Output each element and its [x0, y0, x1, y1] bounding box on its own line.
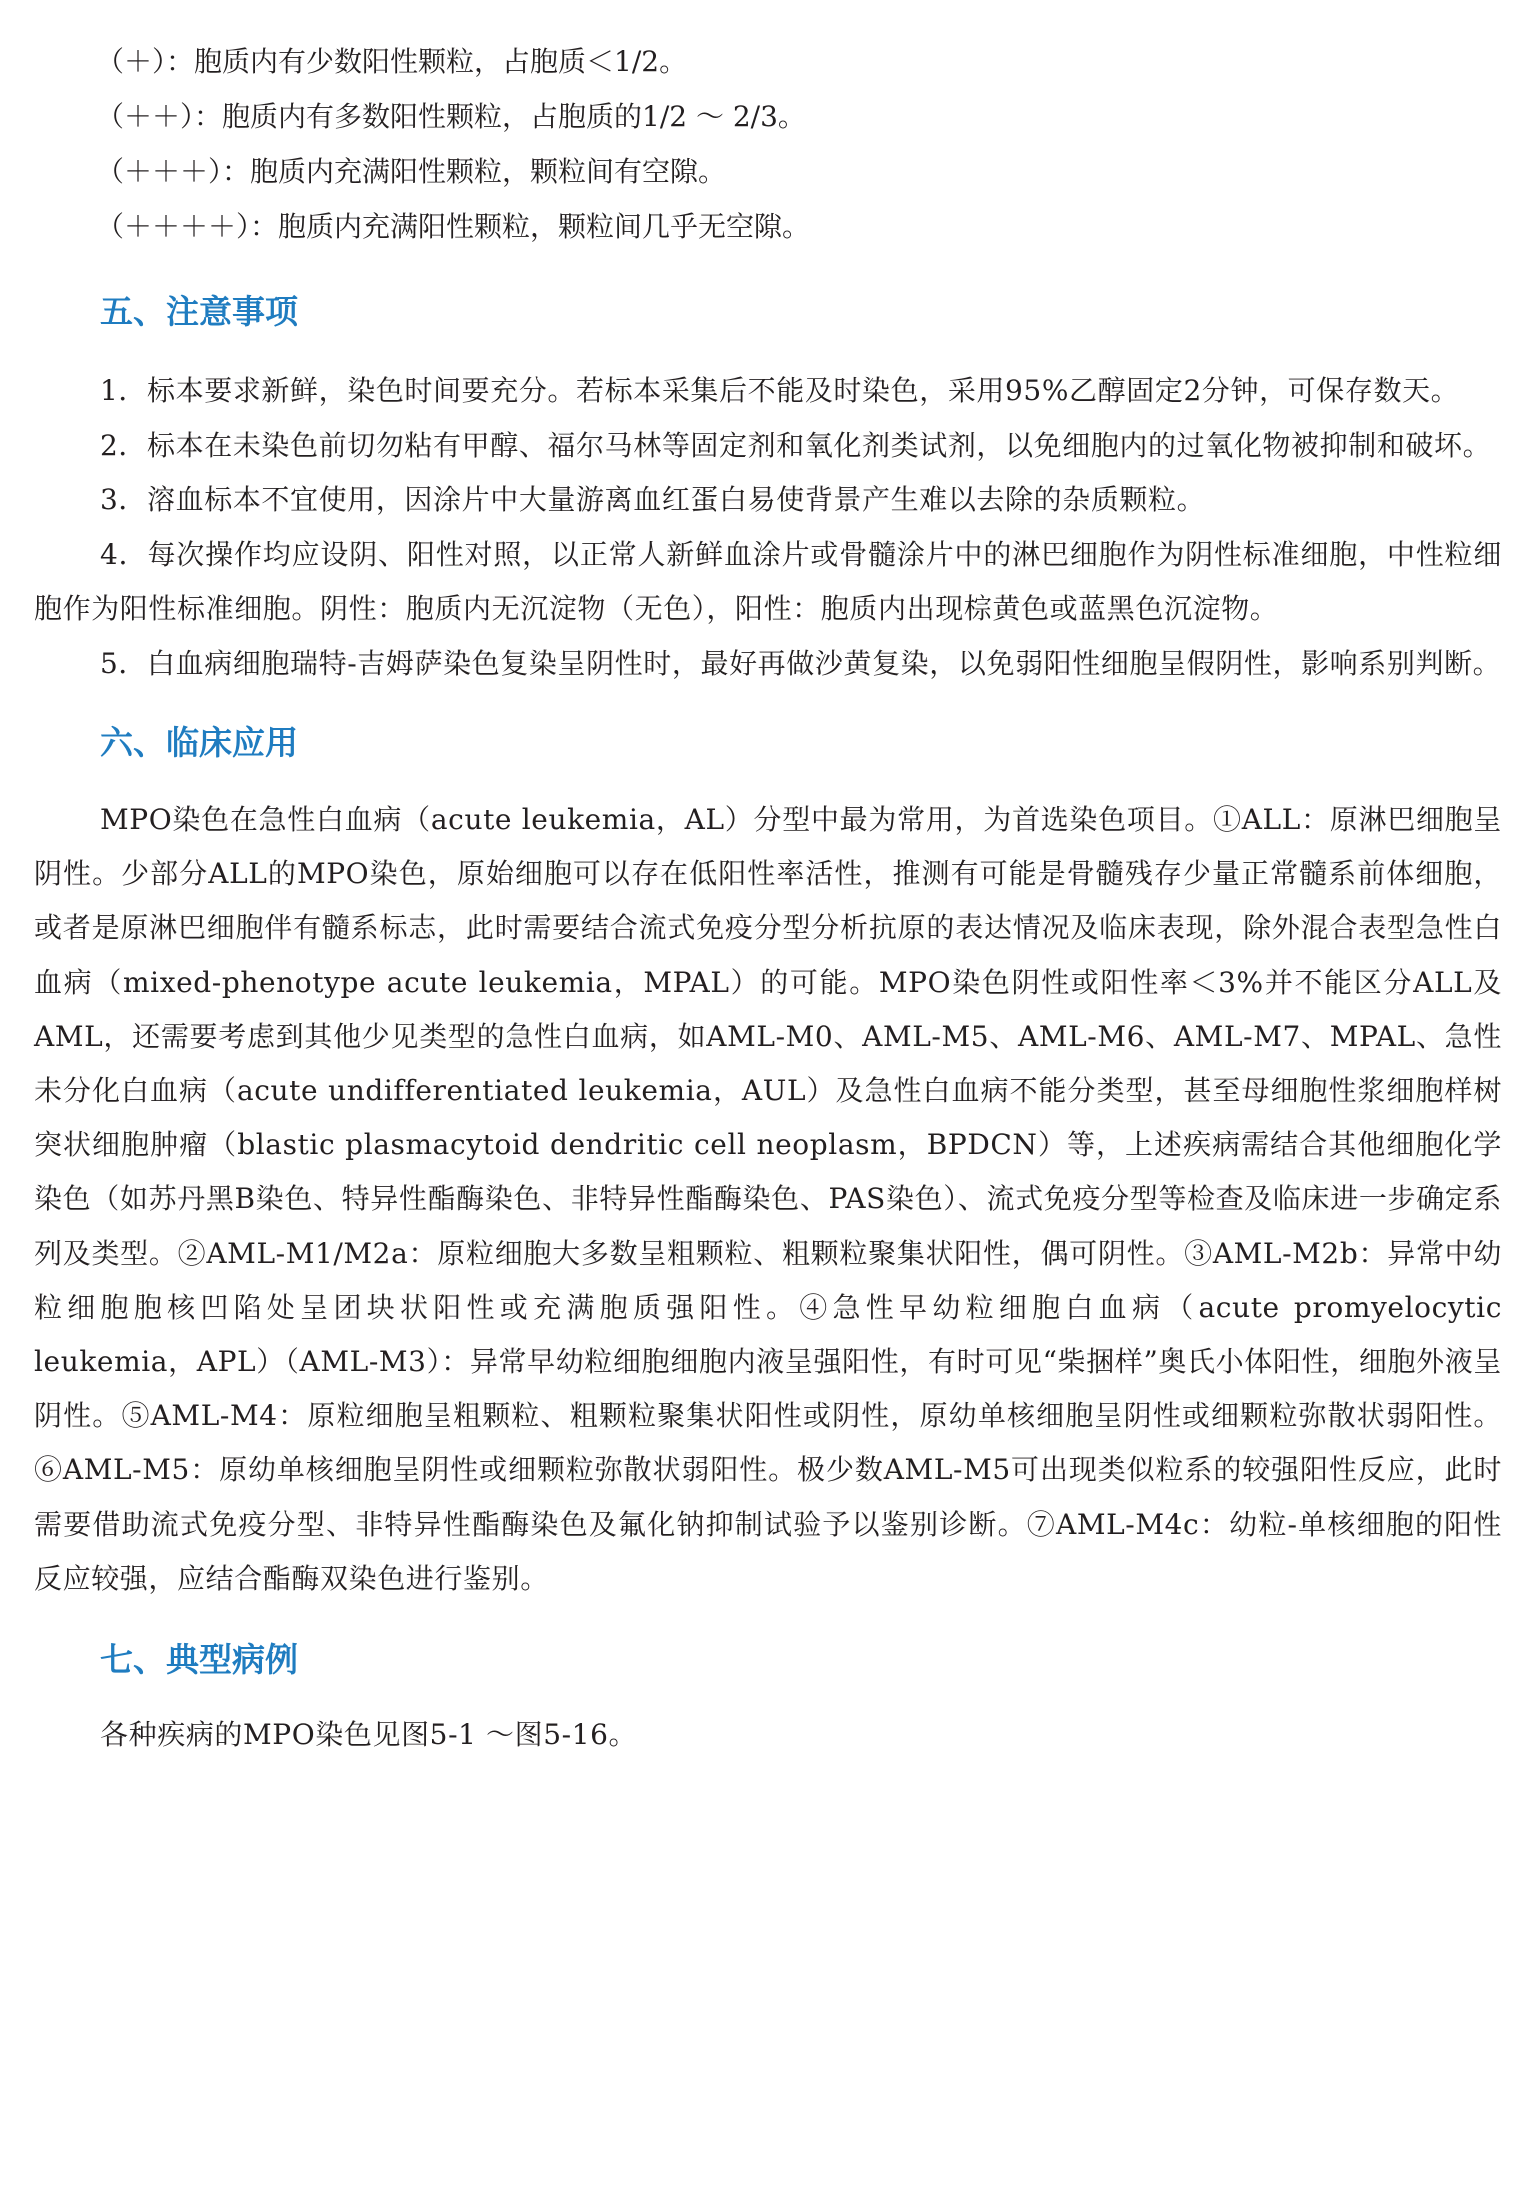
typical-cases-paragraph: 各种疾病的MPO染色见图5-1 ～图5-16。 [100, 1718, 638, 1752]
clinical-application-paragraph: MPO染色在急性白血病（acute leukemia，AL）分型中最为常用，为首选染色项目。①ALL：原淋巴细胞呈阴性。少部分ALL的MPO染色，原始细胞可以存在低阳性率活性，推测有可能是骨髓残存少量正常髓系前体细胞，或者是原淋巴细胞伴有髓系标志，此时需要结合流式免疫分型分析抗原的表达情况及临床表现，除外混合表型急性白血病（mixed-phenotype acute leukemia，MPAL）的可能。MPO染色阴性或阳性率＜3%并不能区分ALL及AML，还需要考虑到其他少见类型的急性白血病，如AML-M0、AML-M5、AML-M6、AML-M7、MPAL、急性未分化白血病（acute undifferentiated leukemia，AUL）及急性白血病不能分类型，甚至母细胞性浆细胞样树突状细胞肿瘤（blastic plasmacytoid dendritic cell neoplasm，BPDCN）等，上述疾病需结合其他细胞化学染色（如苏丹黑B染色、特异性酯酶染色、非特异性酯酶染色、PAS染色）、流式免疫分型等检查及临床进一步确定系列及类型。②AML-M1/M2a：原粒细胞大多数呈粗颗粒、粗颗粒聚集状阳性，偶可阴性。③AML-M2b：异常中幼粒细胞胞核凹陷处呈团块状阳性或充满胞质强阳性。④急性早幼粒细胞白血病（acute promyelocytic leukemia，APL）（AML-M3）：异常早幼粒细胞细胞内液呈强阳性，有时可见“柴捆样”奥氏小体阳性，细胞外液呈阴性。⑤AML-M4：原粒细胞呈粗颗粒、粗颗粒聚集状阳性或阴性，原幼单核细胞呈阴性或细颗粒弥散状弱阳性。⑥AML-M5：原幼单核细胞呈阴性或细颗粒弥散状弱阳性。极少数AML-M5可出现类似粒系的较强阳性反应，此时需要借助流式免疫分型、非特异性酯酶染色及氟化钠抑制试验予以鉴别诊断。⑦AML-M4c：幼粒-单核细胞的阳性反应较强，应结合酯酶双染色进行鉴别。 [34, 803, 1502, 1595]
precaution-item-4: 4．每次操作均应设阴、阳性对照，以正常人新鲜血涂片或骨髓涂片中的淋巴细胞作为阴性标准细胞，中性粒细胞作为阳性标准细胞。阴性：胞质内无沉淀物（无色），阳性：胞质内出现棕黄色或蓝黑色沉淀物。 [34, 537, 1502, 625]
document-page [34, 34, 1502, 1763]
section-heading-precautions: 五、注意事项 [100, 292, 298, 331]
precaution-item-1: 1．标本要求新鲜，染色时间要充分。若标本采集后不能及时染色，采用95%乙醇固定2分钟，可保存数天。 [100, 374, 1460, 407]
grade-line-2: （＋＋）：胞质内有多数阳性颗粒，占胞质的1/2 ～ 2/3。 [96, 100, 806, 133]
grade-list [34, 34, 1502, 254]
precaution-item-2: 2．标本在未染色前切勿粘有甲醇、福尔马林等固定剂和氧化剂类试剂，以免细胞内的过氧化物被抑制和破坏。 [100, 428, 1492, 462]
precaution-item-3: 3．溶血标本不宜使用，因涂片中大量游离血红蛋白易使背景产生难以去除的杂质颗粒。 [100, 483, 1206, 516]
section-heading-typical-cases: 七、典型病例 [100, 1640, 298, 1680]
section-heading-clinical-application: 六、临床应用 [100, 723, 298, 762]
grade-line-1: （＋）：胞质内有少数阳性颗粒，占胞质＜1/2。 [96, 45, 688, 78]
precautions-list [34, 364, 1502, 691]
grade-line-4: （＋＋＋＋）：胞质内充满阳性颗粒，颗粒间几乎无空隙。 [96, 210, 811, 243]
grade-line-3: （＋＋＋）：胞质内充满阳性颗粒，颗粒间有空隙。 [96, 155, 727, 188]
precaution-item-5: 5．白血病细胞瑞特-吉姆萨染色复染呈阴性时，最好再做沙黄复染，以免弱阳性细胞呈假阴性，影响系别判断。 [100, 646, 1502, 680]
